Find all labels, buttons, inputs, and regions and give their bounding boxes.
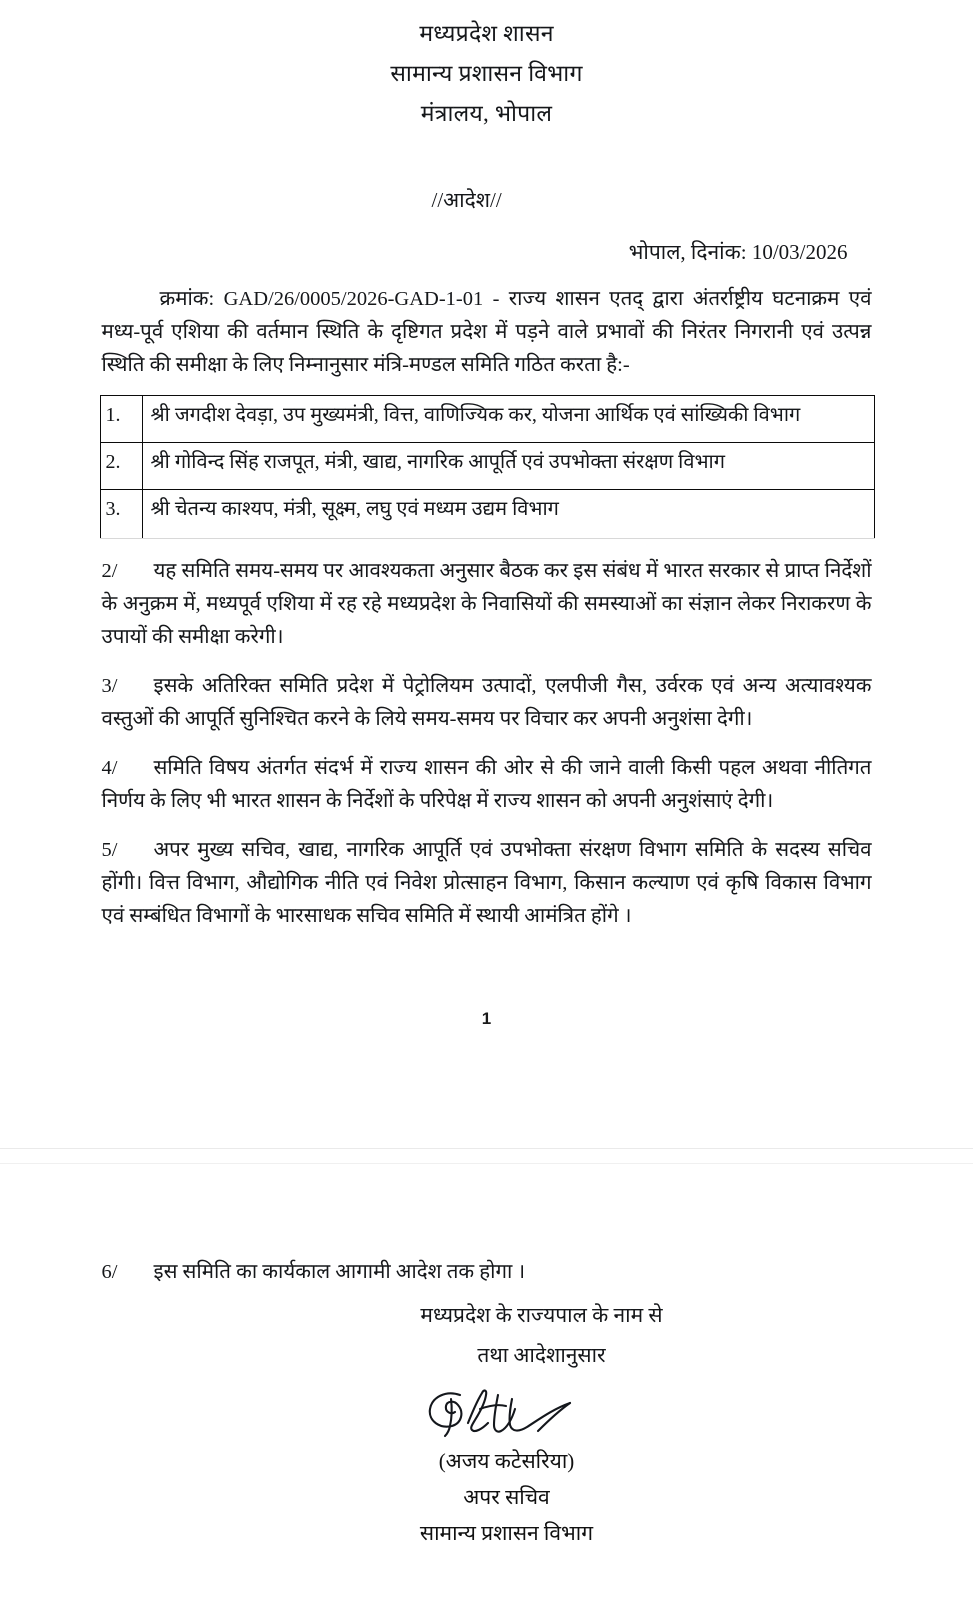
clause-3-number: 3/ bbox=[101, 675, 118, 697]
clause-3 bbox=[102, 670, 872, 736]
clause-5 bbox=[102, 834, 872, 933]
clause-4 bbox=[102, 752, 872, 818]
signatory-name: (अजय कटेसरिया) bbox=[438, 1449, 575, 1473]
as-per-order-line: तथा आदेशानुसार bbox=[477, 1343, 606, 1367]
member-serial-number: 3. bbox=[100, 490, 142, 539]
table-row bbox=[100, 396, 874, 443]
signatory-designation: अपर सचिव bbox=[463, 1485, 550, 1509]
intro-paragraph: क्रमांक: GAD/26/0005/2026-GAD-1-01 - राज्य शासन एतद् द्वारा अंतर्राष्ट्रीय घटनाक्रम एवं मध्य-पूर्व एशिया की वर्तमान स्थिति के दृष्टिगत प्रदेश में पड़ने वाले प्रभावों की निरंतर निगरानी एवं उत्पन्न स्थिति की समीक्षा के लिए निम्नानुसार मंत्रि-मण्डल समिति गठित करता है:- bbox=[101, 288, 872, 376]
clause-2 bbox=[102, 555, 872, 654]
clause-6-text: इस समिति का कार्यकाल आगामी आदेश तक होगा । bbox=[153, 1261, 526, 1283]
signature-image bbox=[102, 1379, 872, 1441]
header-government-name: मध्यप्रदेश शासन bbox=[419, 21, 554, 46]
clause-2-text: यह समिति समय-समय पर आवश्यकता अनुसार बैठक कर इस संबंध में भारत सरकार से प्राप्त निर्देशों के अनुक्रम में, मध्यपूर्व एशिया में रह रहे मध्यप्रदेश के निवासियों की समस्याओं का संज्ञान लेकर निराकरण के उपायों की समीक्षा करेगी। bbox=[101, 560, 872, 648]
member-detail: श्री चेतन्य काश्यप, मंत्री, सूक्ष्म, लघु एवं मध्यम उद्यम विभाग bbox=[142, 490, 874, 539]
order-title-label: //आदेश// bbox=[431, 188, 502, 212]
clause-5-text: अपर मुख्य सचिव, खाद्य, नागरिक आपूर्ति एवं उपभोक्ता संरक्षण विभाग समिति के सदस्य सचिव होंगी। वित्त विभाग, औद्योगिक नीति एवं निवेश प्रोत्साहन विभाग, किसान कल्याण एवं कृषि विकास विभाग एवं सम्बंधित विभागों के भारसाधक सचिव समिति में स्थायी आमंत्रित होंगे । bbox=[101, 839, 872, 927]
member-detail: श्री गोविन्द सिंह राजपूत, मंत्री, खाद्य, नागरिक आपूर्ति एवं उपभोक्ता संरक्षण विभाग bbox=[142, 443, 874, 490]
committee-members-table bbox=[100, 395, 875, 539]
page-separator bbox=[0, 1148, 973, 1164]
page-1-content bbox=[102, 14, 872, 1029]
signature-block bbox=[102, 1295, 872, 1545]
member-detail: श्री जगदीश देवड़ा, उप मुख्यमंत्री, वित्त, वाणिज्यिक कर, योजना आर्थिक एवं सांख्यिकी विभाग bbox=[142, 396, 874, 443]
member-serial-number: 1. bbox=[100, 396, 142, 443]
clause-4-text: समिति विषय अंतर्गत संदर्भ में राज्य शासन की ओर से की जाने वाली किसी पहल अथवा नीतिगत निर्णय के लिए भी भारत शासन के निर्देशों के परिपेक्ष में राज्य शासन को अपनी अनुशंसाएं देगी। bbox=[101, 757, 872, 812]
clause-6-number: 6/ bbox=[101, 1261, 118, 1283]
clause-2-number: 2/ bbox=[101, 560, 118, 582]
document-page-2 bbox=[0, 1164, 973, 1602]
clause-4-number: 4/ bbox=[101, 757, 118, 779]
signatory-department: सामान्य प्रशासन विभाग bbox=[419, 1521, 594, 1545]
page-2-content bbox=[101, 1256, 872, 1545]
page-number: 1 bbox=[481, 1009, 492, 1028]
place-and-date: भोपाल, दिनांक: 10/03/2026 bbox=[628, 240, 848, 264]
clause-3-text: इसके अतिरिक्त समिति प्रदेश में पेट्रोलियम उत्पादों, एलपीजी गैस, उर्वरक एवं अन्य अत्यावश्यक वस्तुओं की आपूर्ति सुनिश्चित करने के लिये समय-समय पर विचार कर अपनी अनुशंसा देगी। bbox=[101, 675, 872, 730]
header-department-name: सामान्य प्रशासन विभाग bbox=[390, 61, 583, 86]
table-row bbox=[100, 443, 874, 490]
clause-6 bbox=[102, 1256, 872, 1289]
clause-5-number: 5/ bbox=[101, 839, 118, 861]
by-order-of-governor-line: मध्यप्रदेश के राज्यपाल के नाम से bbox=[420, 1303, 663, 1327]
header-location: मंत्रालय, भोपाल bbox=[420, 101, 553, 126]
member-serial-number: 2. bbox=[100, 443, 142, 490]
table-row bbox=[100, 490, 874, 539]
